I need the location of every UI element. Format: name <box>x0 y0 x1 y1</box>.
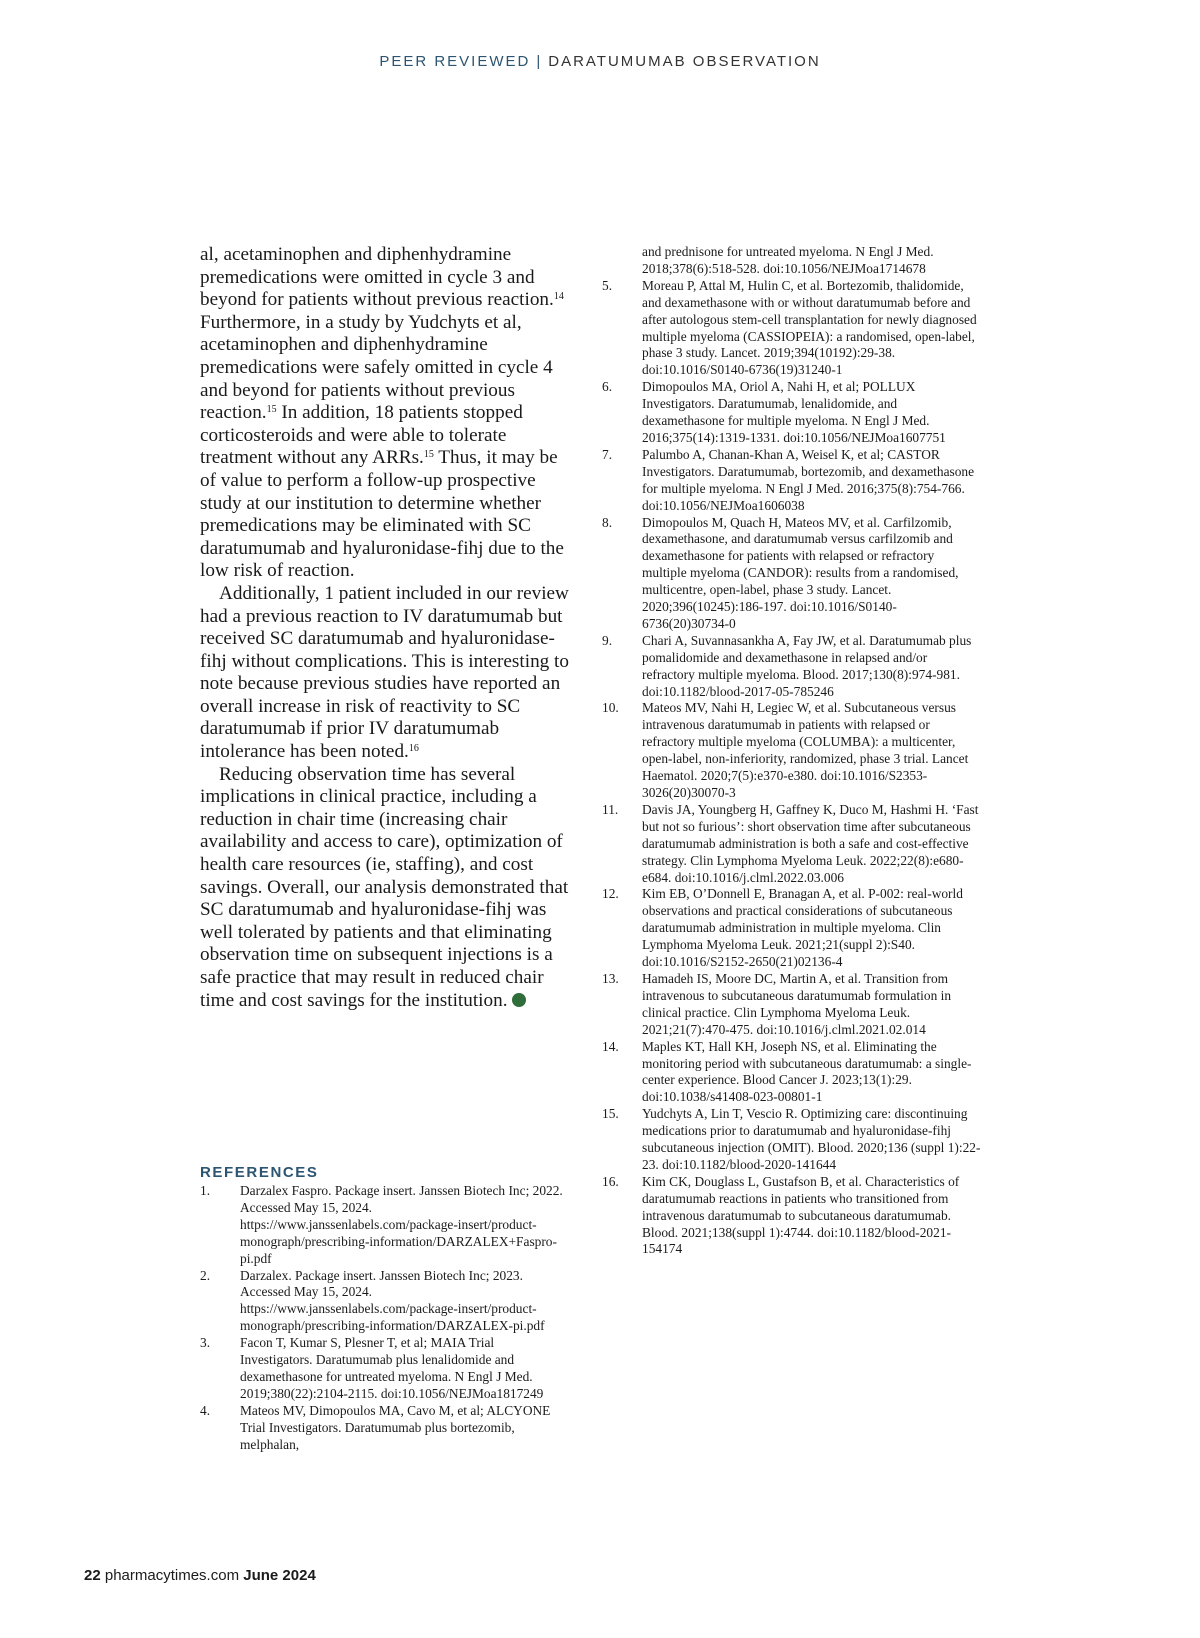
section-label: PEER REVIEWED <box>379 53 531 70</box>
reference-item: 1. Darzalex Faspro. Package insert. Janssen Biotech Inc; 2022. Accessed May 15, 2024. https://www.janssenlabels.com/package-insert/product-monograph/prescribing-information/DARZALEX+Faspro-pi.pdf <box>200 1183 563 1266</box>
citation: 14 <box>553 291 564 303</box>
reference-continuation: and prednisone for untreated myeloma. N Engl J Med. 2018;378(6):518-528. doi:10.1056/NEJMoa1714678 <box>642 244 934 276</box>
body-paragraph: Additionally, 1 patient included in our review had a previous reaction to IV daratumumab but received SC daratumumab and hyaluronidase-fihj without complications. This is interesting to note because previous studies have reported an overall increase in risk of reactivity to SC daratumumab if prior IV daratumumab intolerance has been noted.$^{16}$ <box>200 582 569 763</box>
body-paragraph: Reducing observation time has several implications in clinical practice, including a reduction in chair time (increasing chair availability and access to care), optimization of health care resources (ie, staffing), and cost savings. Overall, our analysis demonstrated that SC daratumumab and hyaluronidase-fihj was well tolerated by patients and that eliminating observation time on subsequent injections is a safe practice that may result in reduced chair time and cost savings for the institution.P <box>200 764 570 1013</box>
reference-item: 6. Dimopoulos MA, Oriol A, Nahi H, et al; POLLUX Investigators. Daratumumab, lenalidomide, and dexamethasone for multiple myeloma. N Engl J Med. 2016;375(14):1319-1331. doi:10.1056/NEJMoa1607751 <box>602 379 946 445</box>
body-paragraph: al, acetaminophen and diphenhydramine premedications were omitted in cycle 3 and beyond for patients without previous reaction.$^{14}$ Furthermore, in a study by Yudchyts et al, acetaminophen and diphenhydramine premedications were safely omitted in cycle 4 and beyond for patients without previous reaction.$^{15}$ In addition, 18 patients stopped corticosteroids and were able to tolerate treatment without any ARRs.$^{15}$ Thus, it may be of value to perform a follow-up prospective study at our institution to determine whether premedications may be eliminated with SC daratumumab and hyaluronidase-fihj due to the low risk of reaction. <box>200 244 564 582</box>
header-separator: | <box>536 53 543 70</box>
page-number: 22 <box>84 1567 101 1584</box>
references-heading: REFERENCES <box>200 1164 319 1181</box>
reference-item: 10. Mateos MV, Nahi H, Legiec W, et al. Subcutaneous versus intravenous daratumumab in patients with relapsed or refractory multiple myeloma (COLUMBA): a multicenter, open-label, non-inferiority, randomized, phase 3 trial. Lancet Haematol. 2020;7(5):e370-e380. doi:10.1016/S2353-3026(20)30070-3 <box>602 700 969 800</box>
reference-item: 11. Davis JA, Youngberg H, Gaffney K, Duco M, Hashmi H. ‘Fast but not so furious’: short observation time after subcutaneous daratumumab administration is both a safe and cost-effective strategy. Clin Lymphoma Myeloma Leuk. 2022;22(8):e680-e684. doi:10.1016/j.clml.2022.03.006 <box>602 801 979 885</box>
reference-item: 16. Kim CK, Douglass L, Gustafson B, et al. Characteristics of daratumumab reactions in patients who transitioned from intravenous daratumumab to subcutaneous daratumumab. Blood. 2021;138(suppl 1):4744. doi:10.1182/blood-2021-154174 <box>602 1173 960 1257</box>
article-topic: DARATUMUMAB OBSERVATION <box>548 53 821 70</box>
reference-item: 5. Moreau P, Attal M, Hulin C, et al. Bortezomib, thalidomide, and dexamethasone with or without daratumumab before and after autologous stem-cell transplantation for newly diagnosed multiple myeloma (CASSIOPEIA): a randomised, open-label, phase 3 study. Lancet. 2019;394(10192):29-38. doi:10.1016/S0140-6736(19)31240-1 <box>602 277 977 378</box>
reference-item: 4. Mateos MV, Dimopoulos MA, Cavo M, et al; ALCYONE Trial Investigators. Daratumumab plus bortezomib, melphalan, <box>200 1402 551 1452</box>
reference-item: 2. Darzalex. Package insert. Janssen Biotech Inc; 2023. Accessed May 15, 2024. https://www.janssenlabels.com/package-insert/product-monograph/prescribing-information/DARZALEX-pi.pdf <box>200 1267 545 1334</box>
references-list-right <box>602 244 982 1258</box>
page-footer <box>84 1567 316 1584</box>
reference-item: 12. Kim EB, O’Donnell E, Branagan A, et al. P-002: real-world observations and practical considerations of subcutaneous daratumumab administration in multiple myeloma. Clin Lymphoma Myeloma Leuk. 2021;21(suppl 2):S40. doi:10.1016/S2152-2650(21)02136-4 <box>602 886 963 970</box>
reference-item: 13. Hamadeh IS, Moore DC, Martin A, et al. Transition from intravenous to subcutaneous daratumumab formulation in clinical practice. Clin Lymphoma Myeloma Leuk. 2021;21(7):470-475. doi:10.1016/j.clml.2021.02.014 <box>602 970 952 1037</box>
citation: 15 <box>266 404 277 416</box>
reference-item: 3. Facon T, Kumar S, Plesner T, et al; MAIA Trial Investigators. Daratumumab plus lenalidomide and dexamethasone for untreated myeloma. N Engl J Med. 2019;380(22):2104-2115. doi:10.1056/NEJMoa1817249 <box>200 1335 544 1401</box>
site-name: pharmacytimes.com <box>104 1567 240 1584</box>
citation: 16 <box>408 743 419 755</box>
reference-item: 15. Yudchyts A, Lin T, Vescio R. Optimizing care: discontinuing medications prior to daratumumab and hyaluronidase-fihj subcutaneous injection (OMIT). Blood. 2020;136 (suppl 1):22-23. doi:10.1182/blood-2020-141644 <box>602 1106 981 1172</box>
reference-item: 9. Chari A, Suvannasankha A, Fay JW, et al. Daratumumab plus pomalidomide and dexamethasone in relapsed and/or refractory multiple myeloma. Blood. 2017;130(8):974-981. doi:10.1182/blood-2017-05-785246 <box>602 632 972 699</box>
references-list-left <box>200 1183 568 1454</box>
running-head <box>0 53 1200 70</box>
article-body <box>200 244 570 1012</box>
end-of-article-icon <box>512 993 526 1007</box>
reference-item: 8. Dimopoulos M, Quach H, Mateos MV, et al. Carfilzomib, dexamethasone, and daratumumab versus carfilzomib and dexamethasone for patients with relapsed or refractory multiple myeloma (CANDOR): results from a randomised, multicentre, open-label, phase 3 study. Lancet. 2020;396(10245):186-197. doi:10.1016/S0140-6736(20)30734-0 <box>602 514 959 631</box>
reference-item: 7. Palumbo A, Chanan-Khan A, Weisel K, et al; CASTOR Investigators. Daratumumab, bortezomib, and dexamethasone for multiple myeloma. N Engl J Med. 2016;375(8):754-766. doi:10.1056/NEJMoa1606038 <box>602 446 975 513</box>
citation: 15 <box>423 449 434 461</box>
issue-date: June 2024 <box>243 1567 316 1584</box>
reference-item: 14. Maples KT, Hall KH, Joseph NS, et al. Eliminating the monitoring period with subcutaneous daratumumab: a single-center experience. Blood Cancer J. 2023;13(1):29. doi:10.1038/s41408-023-00801-1 <box>602 1038 972 1105</box>
